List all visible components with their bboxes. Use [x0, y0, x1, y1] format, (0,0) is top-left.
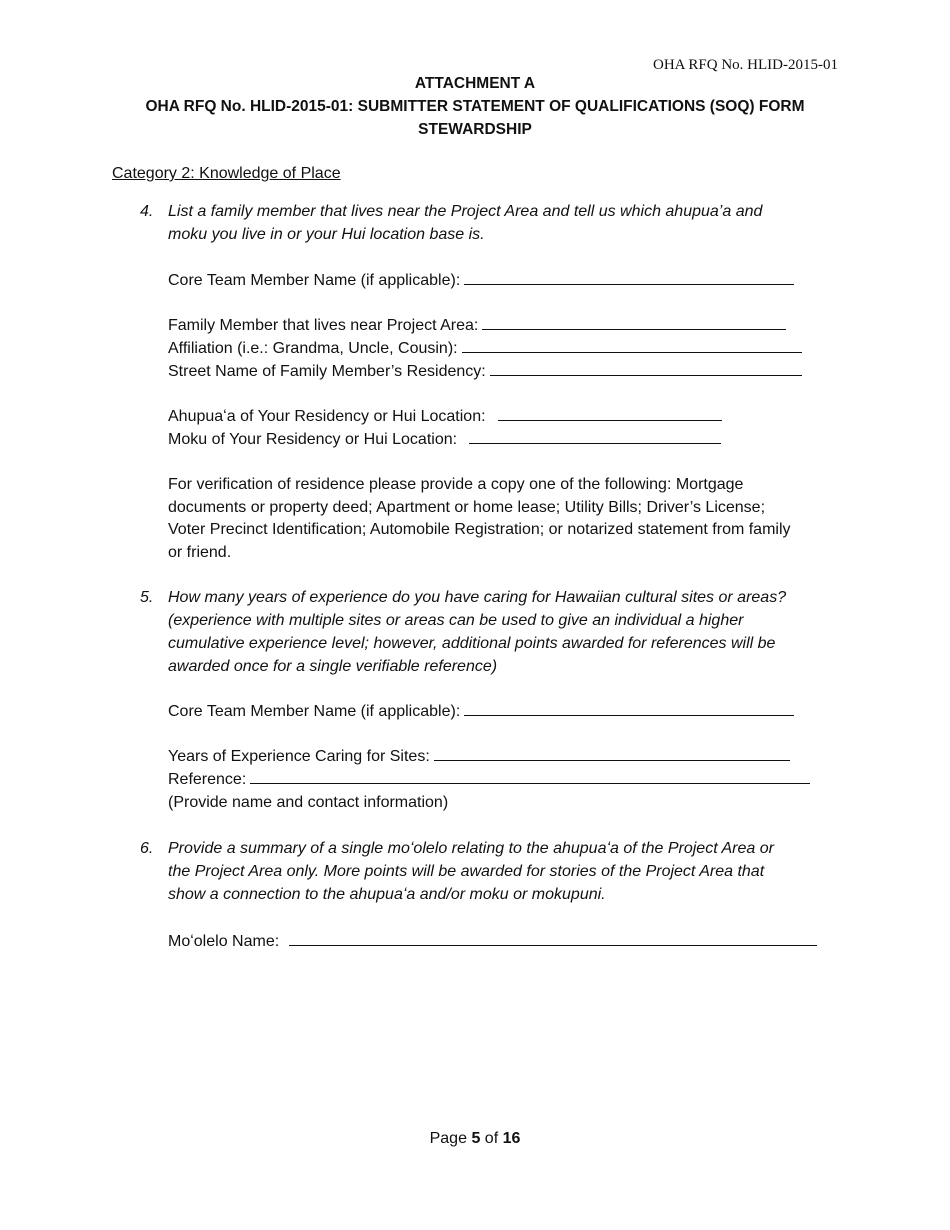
moku-field[interactable]: [168, 428, 721, 451]
question-5-text-line2: (experience with multiple sites or areas can be used to give an individual a higher: [168, 612, 744, 629]
attachment-title: ATTACHMENT A: [414, 75, 536, 92]
affiliation-blank[interactable]: [462, 337, 802, 353]
street-name-field[interactable]: [168, 360, 802, 383]
q4-core-member-field[interactable]: [168, 269, 794, 292]
q4-core-member-label: Core Team Member Name (if applicable):: [168, 272, 461, 289]
years-experience-blank[interactable]: [434, 745, 790, 761]
family-member-field[interactable]: [168, 314, 786, 337]
ahupuaa-label: Ahupuaʻa of Your Residency or Hui Location:: [168, 408, 486, 425]
question-4-text-line2: moku you live in or your Hui location base is.: [168, 226, 485, 243]
question-4-number: 4.: [140, 203, 154, 220]
ahupuaa-blank[interactable]: [498, 405, 722, 421]
moolelo-name-blank[interactable]: [289, 930, 817, 946]
family-member-label: Family Member that lives near Project Area:: [168, 317, 479, 334]
ahupuaa-field[interactable]: [168, 405, 722, 428]
page-footer: [0, 1128, 950, 1150]
moku-blank[interactable]: [469, 428, 721, 444]
affiliation-field[interactable]: [168, 337, 802, 360]
street-name-blank[interactable]: [490, 360, 802, 376]
page-label: Page: [429, 1130, 467, 1147]
q5-core-member-label: Core Team Member Name (if applicable):: [168, 703, 461, 720]
verification-text-line3: Voter Precinct Identification; Automobile Registration; or notarized statement from family: [168, 521, 791, 538]
moku-label: Moku of Your Residency or Hui Location:: [168, 431, 458, 448]
question-5-text-line1: How many years of experience do you have caring for Hawaiian cultural sites or areas?: [168, 589, 787, 606]
question-6-text-line1: Provide a summary of a single moʻolelo relating to the ahupuaʻa of the Project Area or: [168, 840, 774, 857]
verification-text-line1: For verification of residence please provide a copy one of the following: Mortgage: [168, 476, 744, 493]
q5-core-member-blank[interactable]: [464, 700, 794, 716]
form-subtitle: STEWARDSHIP: [418, 121, 532, 138]
form-title: OHA RFQ No. HLID-2015-01: SUBMITTER STATEMENT OF QUALIFICATIONS (SOQ) FORM: [145, 98, 805, 115]
reference-blank[interactable]: [250, 768, 810, 784]
moolelo-name-label: Moʻolelo Name:: [168, 933, 280, 950]
reference-instruction: (Provide name and contact information): [168, 794, 449, 811]
question-6-text-line2: the Project Area only. More points will be awarded for stories of the Project Area that: [168, 863, 765, 880]
verification-text-line4: or friend.: [168, 544, 232, 561]
reference-label: Reference:: [168, 771, 247, 788]
page-total: 16: [502, 1130, 521, 1147]
family-member-blank[interactable]: [482, 314, 786, 330]
reference-field[interactable]: [168, 768, 810, 791]
affiliation-label: Affiliation (i.e.: Grandma, Uncle, Cousin):: [168, 340, 458, 357]
moolelo-name-field[interactable]: [168, 930, 817, 953]
question-6-text-line3: show a connection to the ahupuaʻa and/or moku or mokupuni.: [168, 886, 606, 903]
question-6-number: 6.: [140, 840, 154, 857]
q5-core-member-field[interactable]: [168, 700, 794, 723]
q4-core-member-blank[interactable]: [464, 269, 794, 285]
years-experience-field[interactable]: [168, 745, 790, 768]
question-5-text-line4: awarded once for a single verifiable reference): [168, 658, 498, 675]
page-number: 5: [471, 1130, 481, 1147]
question-4-text-line1: List a family member that lives near the Project Area and tell us which ahupua’a and: [168, 203, 763, 220]
header-reference: OHA RFQ No. HLID-2015-01: [653, 57, 838, 73]
years-experience-label: Years of Experience Caring for Sites:: [168, 748, 430, 765]
of-label: of: [484, 1130, 499, 1147]
verification-text-line2: documents or property deed; Apartment or home lease; Utility Bills; Driver’s License;: [168, 499, 766, 516]
category-heading: Category 2: Knowledge of Place: [112, 165, 341, 182]
street-name-label: Street Name of Family Member’s Residency:: [168, 363, 486, 380]
question-5-number: 5.: [140, 589, 154, 606]
question-5-text-line3: cumulative experience level; however, additional points awarded for references will be: [168, 635, 776, 652]
